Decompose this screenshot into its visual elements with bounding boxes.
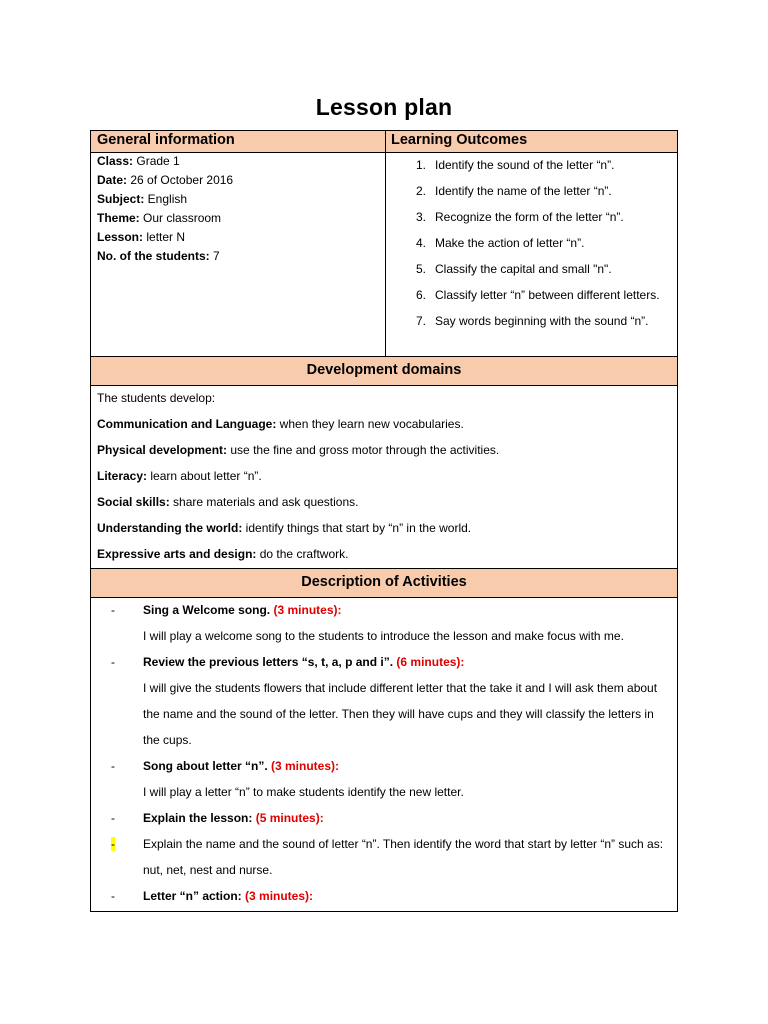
activity-time: (6 minutes): xyxy=(396,655,465,669)
activity-item xyxy=(111,753,671,779)
activity-item xyxy=(111,597,671,623)
info-label: Theme: xyxy=(97,211,140,225)
activity-time: (3 minutes): xyxy=(273,603,342,617)
outcome-number: 1. xyxy=(415,158,426,172)
outcome-number: 6. xyxy=(415,288,426,302)
info-label: Date: xyxy=(97,173,128,187)
activity-item xyxy=(111,649,671,675)
outcome-item xyxy=(393,308,677,334)
development-list xyxy=(97,385,671,567)
activity-description xyxy=(111,779,671,805)
bullet-dash: - xyxy=(111,759,115,773)
info-label: No. of the students: xyxy=(97,249,210,263)
info-value: Grade 1 xyxy=(133,154,180,168)
outcomes-list xyxy=(393,152,677,334)
info-row-students xyxy=(97,247,233,266)
activities-header-label: Description of Activities xyxy=(301,574,467,590)
activities-list xyxy=(111,597,671,909)
activity-item xyxy=(111,883,671,909)
activities-header xyxy=(91,569,677,597)
development-row xyxy=(97,489,671,515)
general-info-header-label: General information xyxy=(97,132,235,148)
general-info-header xyxy=(91,131,385,152)
development-row xyxy=(97,437,671,463)
outcome-item xyxy=(393,230,677,256)
activity-title: Review the previous letters “s, t, a, p and i”. xyxy=(143,655,397,669)
activity-time: (5 minutes): xyxy=(255,811,324,825)
outcome-text: Identify the sound of the letter “n”. xyxy=(435,158,615,172)
activity-time: (3 minutes): xyxy=(271,759,340,773)
activity-title: Explain the lesson: xyxy=(143,811,256,825)
outcome-text: Identify the name of the letter “n”. xyxy=(435,184,612,198)
divider xyxy=(385,131,386,356)
info-label: Lesson: xyxy=(97,230,144,244)
outcome-number: 2. xyxy=(415,184,426,198)
domain-label: Social skills: xyxy=(97,495,170,509)
info-value: Our classroom xyxy=(139,211,222,225)
activity-desc-text: I will play a welcome song to the students to introduce the lesson and make focus with me. xyxy=(143,629,624,643)
info-value: 7 xyxy=(209,249,220,263)
info-row-class xyxy=(97,152,233,171)
domain-value: learn about letter “n”. xyxy=(147,469,262,483)
outcome-text: Classify the capital and small "n". xyxy=(435,262,612,276)
outcome-text: Recognize the form of the letter “n”. xyxy=(435,210,624,224)
outcome-item xyxy=(393,152,677,178)
development-row xyxy=(97,515,671,541)
info-row-subject xyxy=(97,190,233,209)
general-info-list xyxy=(97,152,233,266)
lesson-plan-table xyxy=(90,130,678,912)
bullet-dash: - xyxy=(111,889,115,903)
outcomes-header-label: Learning Outcomes xyxy=(391,132,528,148)
activity-item xyxy=(111,805,671,831)
info-row-lesson xyxy=(97,228,233,247)
activity-plain-text: Explain the name and the sound of letter “n”. Then identify the word that start by letter “n” such as: nut, net, nest and nurse. xyxy=(143,837,664,877)
development-header-label: Development domains xyxy=(306,362,462,378)
activity-description xyxy=(111,623,671,649)
outcome-number: 4. xyxy=(415,236,426,250)
page-title: Lesson plan xyxy=(315,94,453,120)
bullet-dash: - xyxy=(111,603,115,617)
outcome-number: 3. xyxy=(415,210,426,224)
outcome-number: 5. xyxy=(415,262,426,276)
domain-label: Expressive arts and design: xyxy=(97,547,257,561)
info-label: Subject: xyxy=(97,192,145,206)
outcome-text: Make the action of letter “n”. xyxy=(435,236,585,250)
activity-title: Letter “n” action: xyxy=(143,889,246,903)
domain-value: identify things that start by “n” in the world. xyxy=(242,521,472,535)
activity-title: Sing a Welcome song. xyxy=(143,603,274,617)
info-row-theme xyxy=(97,209,233,228)
domain-label: Literacy: xyxy=(97,469,148,483)
domain-label: Understanding the world: xyxy=(97,521,243,535)
development-intro: The students develop: xyxy=(97,391,216,405)
domain-value: when they learn new vocabularies. xyxy=(276,417,464,431)
info-value: letter N xyxy=(143,230,186,244)
activity-time: (3 minutes): xyxy=(245,889,314,903)
bullet-dash: - xyxy=(111,811,115,825)
development-row xyxy=(97,463,671,489)
domain-label: Physical development: xyxy=(97,443,228,457)
outcome-item xyxy=(393,204,677,230)
outcome-number: 7. xyxy=(415,314,426,328)
info-value: English xyxy=(144,192,188,206)
development-row xyxy=(97,541,671,567)
outcome-item xyxy=(393,178,677,204)
outcome-text: Classify letter “n” between different letters. xyxy=(435,288,660,302)
outcome-item xyxy=(393,256,677,282)
activity-desc-text: I will give the students flowers that include different letter that the take it and I will ask them about the name and the sound of the letter. Then they will have cups and they will classify the letters in the cups. xyxy=(143,681,658,747)
bullet-dash: - xyxy=(111,655,115,669)
outcomes-header xyxy=(385,131,677,152)
activity-item xyxy=(111,831,671,883)
domain-value: use the fine and gross motor through the activities. xyxy=(227,443,500,457)
outcome-item xyxy=(393,282,677,308)
development-row xyxy=(97,411,671,437)
domain-value: share materials and ask questions. xyxy=(169,495,359,509)
info-value: 26 of October 2016 xyxy=(127,173,234,187)
activity-desc-text: I will play a letter “n” to make students identify the new letter. xyxy=(143,785,464,799)
activity-title: Song about letter “n”. xyxy=(143,759,271,773)
info-row-date xyxy=(97,171,233,190)
domain-value: do the craftwork. xyxy=(256,547,349,561)
outcome-text: Say words beginning with the sound “n”. xyxy=(435,314,649,328)
domain-label: Communication and Language: xyxy=(97,417,277,431)
bullet-dash-highlighted: - xyxy=(111,837,115,851)
development-header xyxy=(91,357,677,385)
info-label: Class: xyxy=(97,154,134,168)
activity-description xyxy=(111,675,671,753)
